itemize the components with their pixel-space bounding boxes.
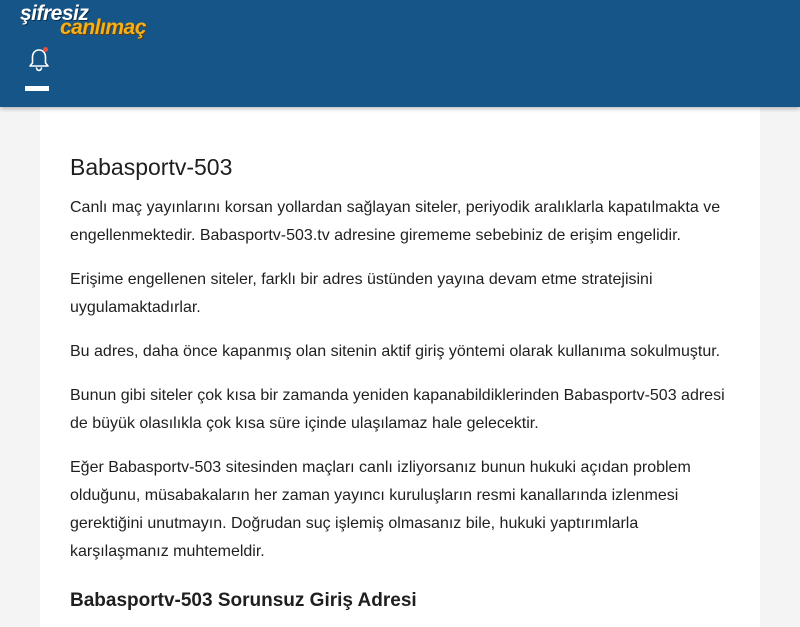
article-paragraph-1: Canlı maç yayınlarını korsan yollardan sağlayan siteler, periyodik aralıklarla kapatılmakta ve engellenmektedir. Babasportv-503.tv adresine girememe sebebiniz de erişim engelidir. <box>70 199 721 244</box>
article-paragraph-3: Bu adres, daha önce kapanmış olan sitenin aktif giriş yöntemi olarak kullanıma sokulmuştur. <box>70 343 721 360</box>
logo-text-top: şifresiz <box>20 2 89 25</box>
article-content <box>70 150 735 614</box>
article-paragraph-2: Erişime engellenen siteler, farklı bir adres üstünden yayına devam etme stratejisini uygulamaktadırlar. <box>70 271 653 316</box>
article-paragraph-4: Bunun gibi siteler çok kısa bir zamanda yeniden kapanabildiklerinden Babasportv-503 adresi de büyük olasılıkla çok kısa süre içinde ulaşılamaz hale gelecektir. <box>70 387 725 432</box>
notification-dot <box>43 47 48 52</box>
site-header <box>0 0 800 107</box>
article-paragraph-5: Eğer Babasportv-503 sitesinden maçları canlı izliyorsanız bunun hukuki açıdan problem olduğunu, müsabakaların her zaman yayıncı kuruluşların resmi kanallarında izlenmesi gerektiğini unutmayın. Doğrudan suç işlemiş olmasanız bile, hukuki yaptırımlarla karşılaşmanız muhtemeldir. <box>70 459 691 560</box>
hamburger-icon[interactable] <box>25 86 49 91</box>
section-heading: Babasportv-503 Sorunsuz Giriş Adresi <box>70 590 417 611</box>
page-title: Babasportv-503 <box>70 154 233 180</box>
site-logo[interactable] <box>20 2 170 40</box>
logo-text-bottom: canlımaç <box>60 16 146 39</box>
